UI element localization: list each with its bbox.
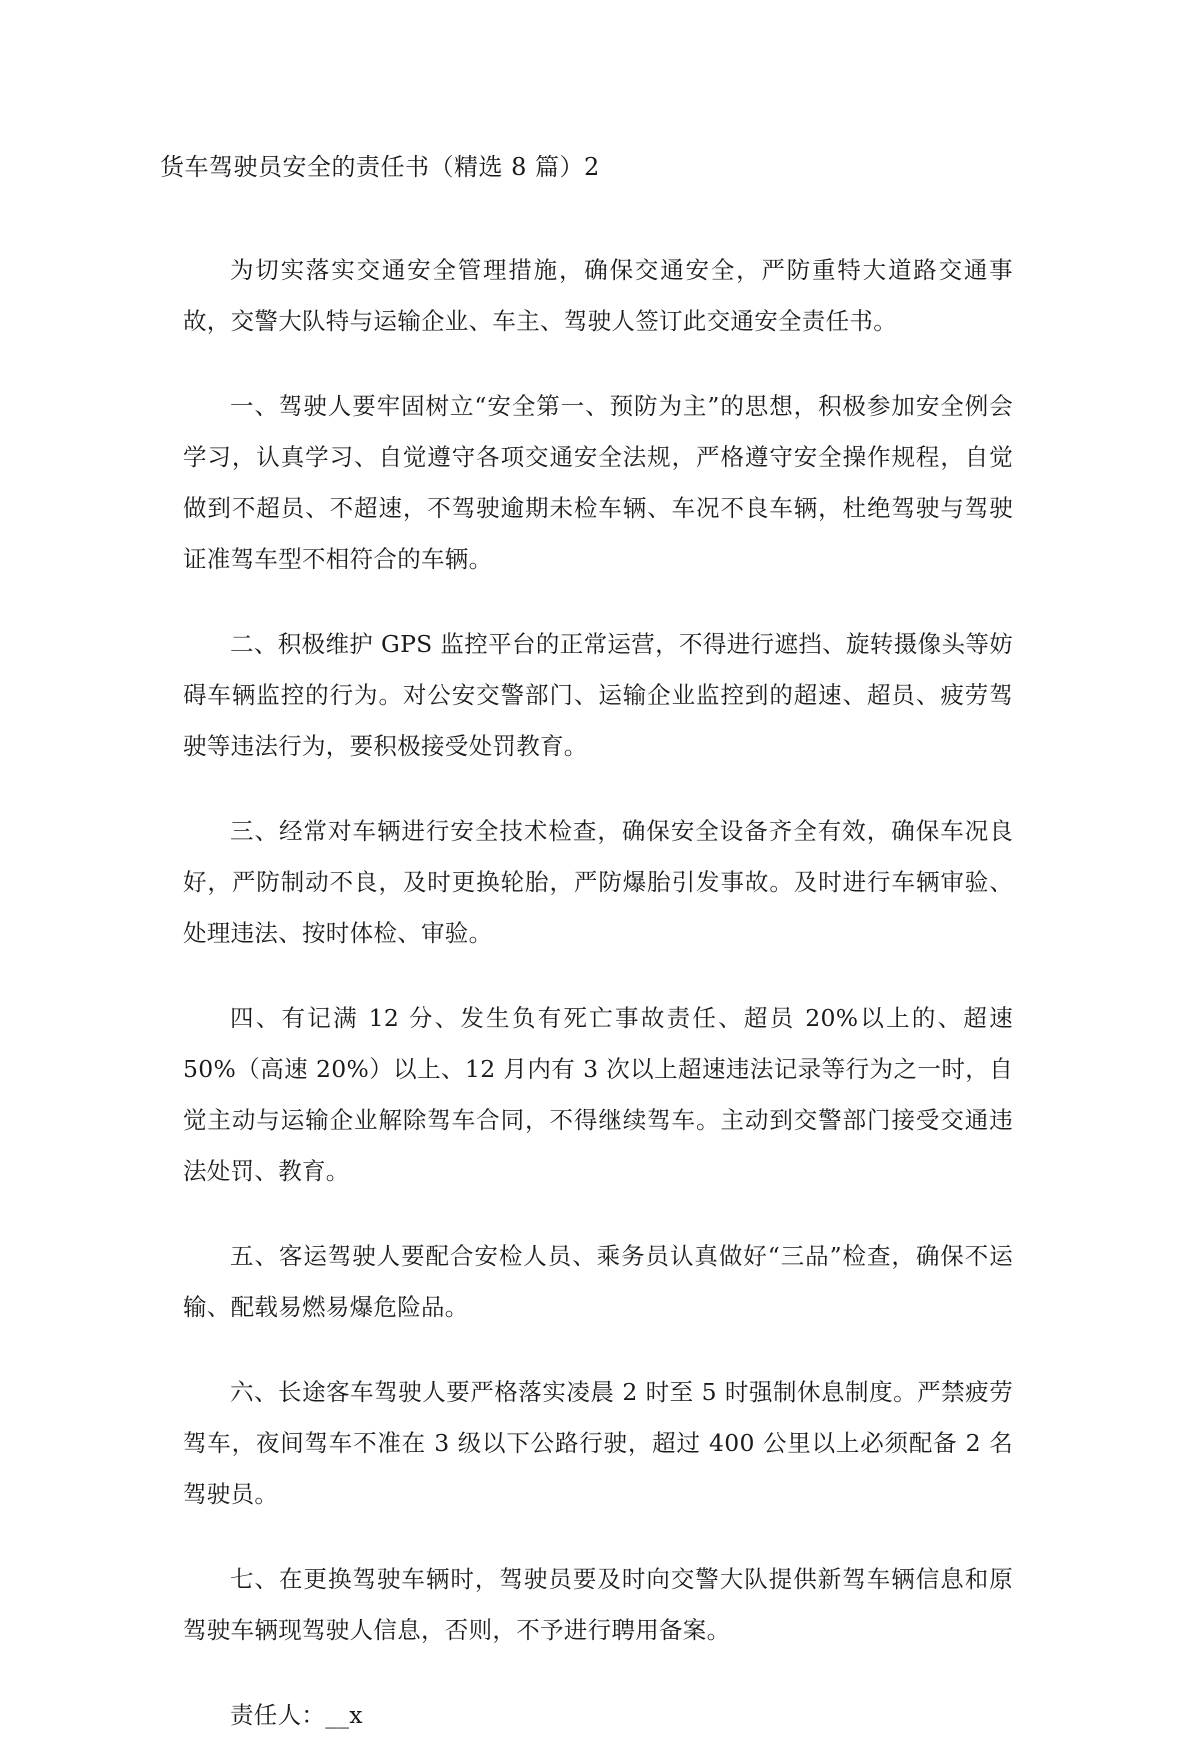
paragraph-clause-6: 六、长途客车驾驶人要严格落实凌晨 2 时至 5 时强制休息制度。严禁疲劳驾车，夜间驾车不准在 3 级以下公路行驶，超过 400 公里以上必须配备 2 名驾驶员。 xyxy=(183,1378,1013,1508)
paragraph-clause-7: 七、在更换驾驶车辆时，驾驶员要及时向交警大队提供新驾车辆信息和原驾驶车辆现驾驶人信息，否则，不予进行聘用备案。 xyxy=(183,1565,1013,1644)
paragraph-clause-1: 一、驾驶人要牢固树立“安全第一、预防为主”的思想，积极参加安全例会学习，认真学习、自觉遵守各项交通安全法规，严格遵守安全操作规程，自觉做到不超员、不超速，不驾驶逾期未检车辆、车况不良车辆，杜绝驾驶与驾驶证准驾车型不相符合的车辆。 xyxy=(183,392,1013,573)
signature-line: 责任人：__x xyxy=(230,1701,363,1729)
paragraph-clause-4: 四、有记满 12 分、发生负有死亡事故责任、超员 20%以上的、超速 50%（高速 20%）以上、12 月内有 3 次以上超速违法记录等行为之一时，自觉主动与运输企业解除驾车合同，不得继续驾车。主动到交警部门接受交通违法处罚、教育。 xyxy=(183,1004,1013,1185)
document-body xyxy=(183,245,1013,1741)
paragraph-clause-2: 二、积极维护 GPS 监控平台的正常运营，不得进行遮挡、旋转摄像头等妨碍车辆监控的行为。对公安交警部门、运输企业监控到的超速、超员、疲劳驾驶等违法行为，要积极接受处罚教育。 xyxy=(183,630,1013,760)
paragraph-intro: 为切实落实交通安全管理措施，确保交通安全，严防重特大道路交通事故，交警大队特与运输企业、车主、驾驶人签订此交通安全责任书。 xyxy=(183,256,1013,335)
document-title: 货车驾驶员安全的责任书（精选 8 篇）2 xyxy=(160,153,600,181)
paragraph-clause-3: 三、经常对车辆进行安全技术检查，确保安全设备齐全有效，确保车况良好，严防制动不良，及时更换轮胎，严防爆胎引发事故。及时进行车辆审验、处理违法、按时体检、审验。 xyxy=(183,817,1013,947)
paragraph-clause-5: 五、客运驾驶人要配合安检人员、乘务员认真做好“三品”检查，确保不运输、配载易燃易爆危险品。 xyxy=(183,1242,1013,1321)
